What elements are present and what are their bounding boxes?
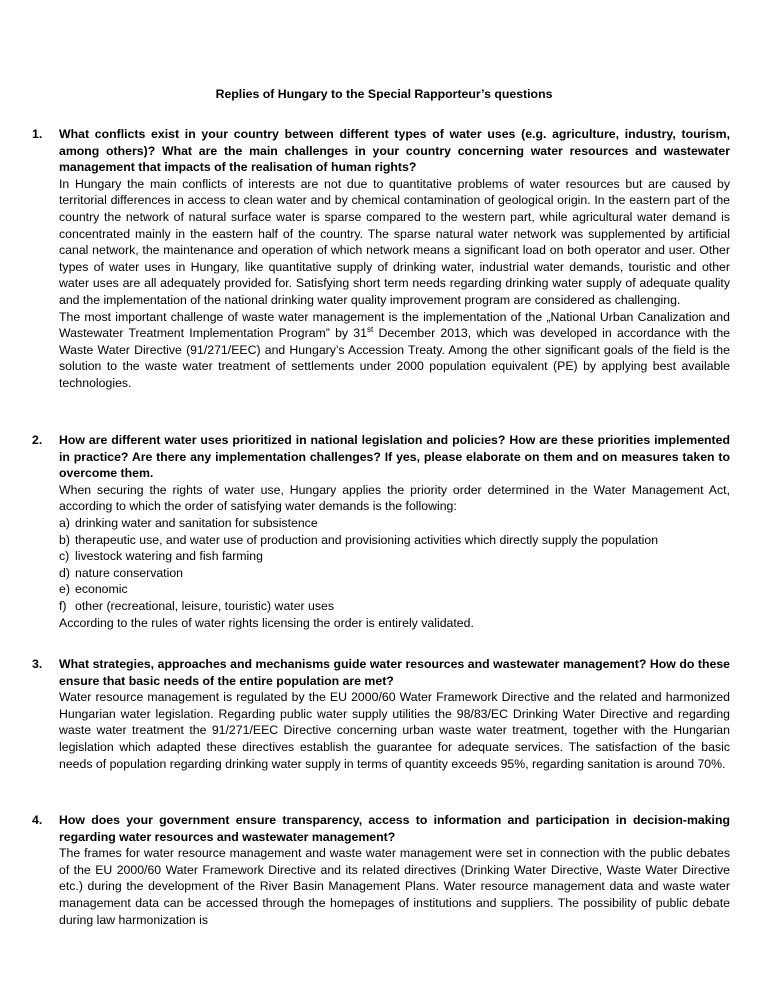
list-letter: c) [59, 549, 70, 564]
question-text: How does your government ensure transparency, access to information and participation in decision-making regarding water resources and wastewater management? [59, 813, 730, 844]
question-block-3 [32, 656, 730, 772]
list-item-text: drinking water and sanitation for subsistence [75, 515, 318, 530]
question-number: 2. [32, 433, 43, 447]
list-item-text: therapeutic use, and water use of production and provisioning activities which directly supply the population [75, 532, 659, 547]
answer-paragraph: In Hungary the main conflicts of interests are not due to quantitative problems of water resources but are caused by territorial differences in access to clean water and by chemical contamination of geological origin. In the eastern part of the country the network of natural surface water is sparse compared to the western part, while agricultural water demand is concentrated mainly in the eastern half of the country. The sparse natural water network was supplemented by artificial canal network, the maintenance and operation of which network means a significant load on both operator and user. Other types of water uses in Hungary, like quantitative supply of drinking water, industrial water demands, touristic and other water uses are all adequately provided for. Satisfying short term needs regarding drinking water supply of adequate quality and the implementation of the national drinking water quality improvement program are considered as challenging. [59, 176, 730, 307]
answer-text: The most important challenge of waste water management is the implementation of the „National Urban Canalization and Wastewater Treatment Implementation Program” by 31 [59, 309, 730, 341]
list-letter: a) [59, 515, 70, 530]
document-title: Replies of Hungary to the Special Rapporteur’s questions [215, 87, 553, 101]
question-number: 1. [32, 127, 43, 141]
superscript: st [366, 325, 374, 335]
question-number: 4. [32, 813, 43, 827]
answer-paragraph: According to the rules of water rights licensing the order is entirely validated. [59, 615, 474, 630]
question-text: How are different water uses prioritized in national legislation and policies? How are these priorities implemented in practice? Are there any implementation challenges? If yes, please elaborate on them and on measures taken to overcome them. [59, 433, 730, 481]
question-number: 3. [32, 657, 43, 671]
list-letter: f) [59, 598, 67, 613]
list-item [59, 548, 730, 565]
answer-paragraph: Water resource management is regulated by the EU 2000/60 Water Framework Directive and the related and harmonized Hungarian water legislation. Regarding public water supply utilities the 98/83/EC Drinking Water Directive and regarding waste water treatment the 91/271/EEC Directive concerning urban waste water treatment, together with the Hungarian legislation which adapted these directives establish the guarantee for adequate services. The satisfaction of the basic needs of population regarding drinking water supply in terms of quantity exceeds 95%, regarding sanitation is around 70%. [59, 690, 730, 771]
question-block-1 [32, 126, 730, 392]
list-item [59, 515, 730, 532]
answer-paragraph: The frames for water resource management and waste water management were set in connection with the public debates of the EU 2000/60 Water Framework Directive and its related directives (Drinking Water Directive, Waste Water Directive etc.) during the development of the River Basin Management Plans. Water resource management data and waste water management data can be accessed through the homepages of institutions and suppliers. The possibility of public debate during law harmonization is [59, 846, 730, 927]
answer-text: December 2013, which was developed in accordance with the Waste Water Directive (91/271/EEC) and Hungary’s Accession Treaty. Among the other significant goals of the field is the solution to the waste water treatment of settlements under 2000 population equivalent (PE) by applying best available technologies. [59, 326, 730, 390]
priority-list [59, 515, 730, 615]
answer-paragraph: When securing the rights of water use, Hungary applies the priority order determined in the Water Management Act, according to which the order of satisfying water demands is the following: [59, 482, 730, 514]
list-item [59, 581, 730, 598]
question-text: What strategies, approaches and mechanisms guide water resources and wastewater management? How do these ensure that basic needs of the entire population are met? [59, 657, 730, 688]
list-item [59, 598, 730, 615]
question-block-4 [32, 812, 730, 928]
list-item-text: economic [75, 582, 128, 597]
list-item-text: livestock watering and fish farming [75, 549, 263, 564]
question-block-2 [32, 432, 730, 631]
list-letter: e) [59, 582, 70, 597]
list-item-text: other (recreational, leisure, touristic) water uses [75, 598, 335, 613]
list-letter: b) [59, 532, 70, 547]
list-item [59, 532, 730, 549]
list-letter: d) [59, 565, 70, 580]
answer-paragraph [59, 309, 730, 392]
question-text: What conflicts exist in your country between different types of water uses (e.g. agriculture, industry, tourism, among others)? What are the main challenges in your country concerning water resources and wastewater management that impacts of the realisation of human rights? [59, 127, 730, 175]
list-item [59, 565, 730, 582]
list-item-text: nature conservation [75, 565, 184, 580]
